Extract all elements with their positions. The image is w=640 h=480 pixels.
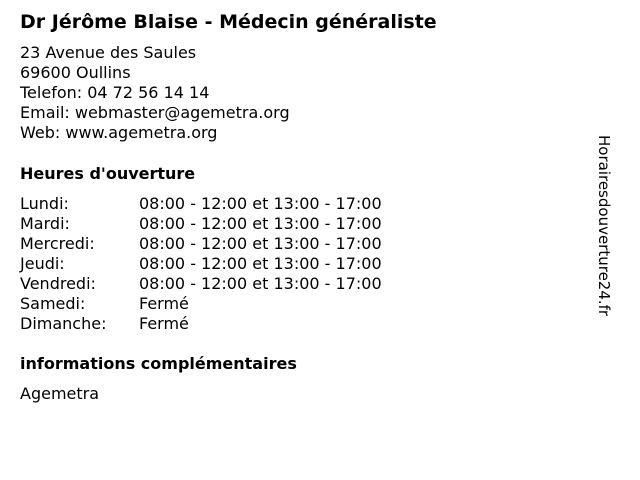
phone-number: Telefon: 04 72 56 14 14 xyxy=(20,83,210,102)
hours-row-sunday xyxy=(20,314,440,334)
day-label: Lundi: xyxy=(20,194,69,213)
hours-row-friday xyxy=(20,274,440,294)
address-city: 69600 Oullins xyxy=(20,63,131,82)
hours-row-saturday xyxy=(20,294,440,314)
address-street: 23 Avenue des Saules xyxy=(20,43,197,62)
hours-row-tuesday xyxy=(20,214,440,234)
opening-hours-heading: Heures d'ouverture xyxy=(20,164,196,183)
side-watermark xyxy=(595,135,640,375)
hours-value: 08:00 - 12:00 et 13:00 - 17:00 xyxy=(139,234,382,253)
hours-row-thursday xyxy=(20,254,440,274)
address-block xyxy=(20,43,290,143)
hours-value: 08:00 - 12:00 et 13:00 - 17:00 xyxy=(139,274,382,293)
opening-hours-table xyxy=(20,194,440,334)
hours-row-wednesday xyxy=(20,234,440,254)
hours-value: Fermé xyxy=(139,294,189,313)
day-label: Dimanche: xyxy=(20,314,107,333)
side-watermark-text: Horairesdouverture24.fr xyxy=(595,135,613,317)
email-address: Email: webmaster@agemetra.org xyxy=(20,103,290,122)
website: Web: www.agemetra.org xyxy=(20,123,218,142)
hours-row-monday xyxy=(20,194,440,214)
day-label: Mardi: xyxy=(20,214,70,233)
page-title: Dr Jérôme Blaise - Médecin généraliste xyxy=(20,11,437,33)
day-label: Vendredi: xyxy=(20,274,96,293)
additional-info-heading: informations complémentaires xyxy=(20,354,297,373)
day-label: Samedi: xyxy=(20,294,86,313)
hours-value: 08:00 - 12:00 et 13:00 - 17:00 xyxy=(139,254,382,273)
additional-info-text: Agemetra xyxy=(20,384,100,403)
hours-value: 08:00 - 12:00 et 13:00 - 17:00 xyxy=(139,194,382,213)
hours-value: Fermé xyxy=(139,314,189,333)
day-label: Mercredi: xyxy=(20,234,95,253)
day-label: Jeudi: xyxy=(20,254,65,273)
hours-value: 08:00 - 12:00 et 13:00 - 17:00 xyxy=(139,214,382,233)
